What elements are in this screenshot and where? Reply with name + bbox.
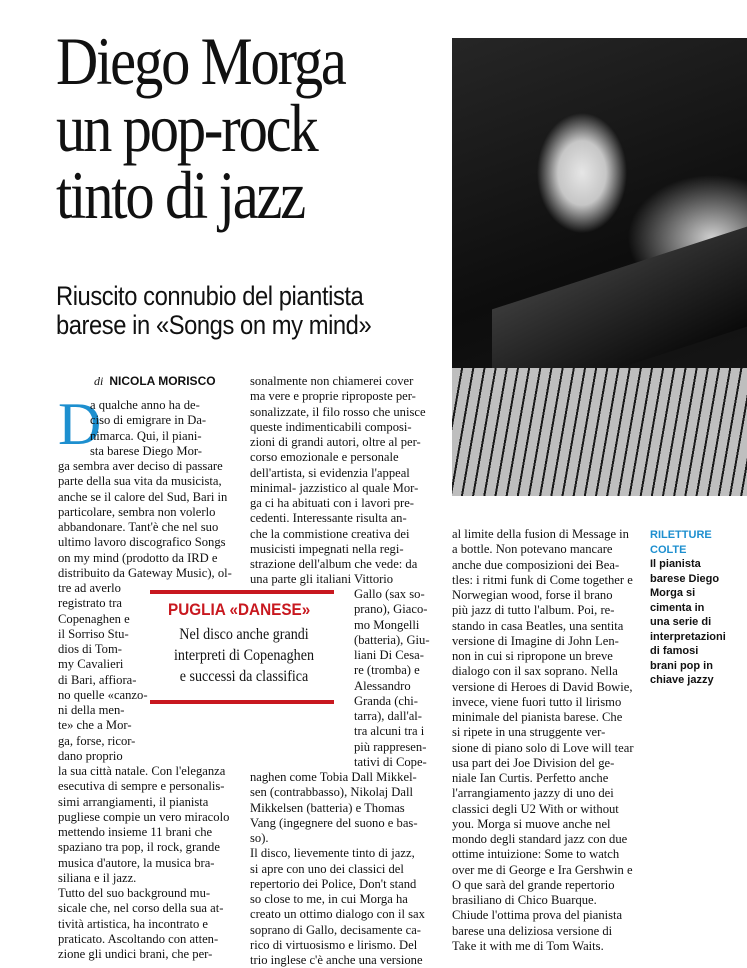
headline-line: Diego Morga [56,23,345,99]
text-line: di Bari, affiora- [58,672,137,687]
text-line: on my mind (prodotto da IRD e [58,550,218,565]
text-line: versione di Imagine di John Len- [452,633,619,648]
text-line: naghen come Tobia Dall Mikkel- [250,770,417,784]
text-line: ma vere e proprie riproposte per- [250,389,416,404]
article-column-2-top [250,374,436,588]
sidebar-text-line: brani pop in [650,659,713,672]
text-line: ultimo lavoro discografico Songs [58,535,226,550]
text-line: Il disco, lievemente tinto di jazz, [250,846,415,861]
text-line: musica d'autore, la musica bra- [58,855,215,870]
article-column-2-bottom [250,770,436,968]
text-line: invece, viene fuori tutto il lirismo [452,694,622,709]
sidebar-title-line: RILETTURE [650,529,712,541]
text-line: nimarca. Qui, il piani- [90,428,202,443]
text-line: te» che a Mor- [58,718,132,733]
text-line: stando in casa Beatles, una sentita [452,618,624,633]
text-line: ni della men- [58,703,125,717]
article-column-2-narrow [354,587,436,770]
subtitle-line: barese in «Songs on my mind» [56,310,372,340]
text-line: al limite della fusion di Message in [452,527,629,541]
text-line: trio inglese c'è anche una versione [250,953,423,967]
text-line: Tutto del suo background mu- [58,886,211,900]
text-line: siliana e il jazz. [58,870,137,885]
text-line: mettendo insieme 11 brani che [58,825,213,839]
pull-quote-line: Nel disco anche grandi [179,626,309,643]
text-line: classici degli U2 With or without [452,801,619,816]
text-line: più jazz di tutto l'album. Poi, re- [452,603,615,618]
text-line: sione di piano solo di Love will tear [452,740,634,755]
text-line: dell'artista, si evidenzia l'appeal [250,465,410,480]
text-line: soprano di Gallo, decisamente ca- [250,922,421,937]
text-line: mo Mongelli [354,617,420,632]
text-line: repertorio dei Police, Don't stand [250,876,417,891]
text-line: anche due composizioni dei Bea- [452,557,620,572]
text-line: sonalizzate, il filo rosso che unisce [250,404,426,419]
text-line: dano proprio [58,748,123,763]
text-line: esecutiva di sempre e personalis- [58,779,225,794]
text-line: niale Ian Curtis. Perfetto anche [452,771,609,785]
text-line: il Sorriso Stu- [58,626,129,641]
headline [56,23,383,233]
text-line: non in cui si ripropone un breve [452,649,613,663]
text-line: Norwegian wood, forse il brano [452,588,613,602]
text-line: ga ci ha abituati con i lavori pre- [250,496,415,510]
text-line: tles: i ritmi funk di Come together e [452,572,633,587]
text-line: prano), Giaco- [354,602,428,617]
text-line: ga sembra aver deciso di passare [58,459,223,473]
text-line: zione gli undici brani, che per- [58,947,213,961]
text-line: l'arrangiamento jazzy di uno dei [452,786,614,801]
text-line: registrato tra [58,596,122,611]
text-line: anche se il calore del Sud, Bari in [58,489,228,504]
text-line: strazione dell'album che vede: da [250,557,418,571]
text-line: sen (contrabbasso), Nikolaj Dall [250,785,413,800]
text-line: dialogo con il sax soprano. Nella [452,664,618,679]
sidebar-text-line: cimenta in [650,601,705,614]
text-line: tarra), dall'al- [354,709,422,723]
text-line: no quelle «canzo- [58,687,148,702]
sidebar-title-line: COLTE [650,543,687,556]
drop-cap: D [58,391,102,457]
text-line: sonalmente non chiamerei cover [250,374,414,388]
text-line: minimale del pianista barese. Che [452,710,623,724]
text-line: so close to me, in cui Morga ha [250,892,408,906]
text-line: praticato. Ascoltando con atten- [58,931,219,946]
sidebar-text-line: di famosi [650,645,699,657]
text-line: queste indimenticabili composi- [250,419,412,434]
byline-prefix: di [94,374,104,388]
text-line: creato un ottimo dialogo con il sax [250,907,425,922]
text-line: una parte gli italiani Vittorio [250,572,394,587]
text-line: tativi di Cope- [354,754,427,769]
text-line: minimal- jazzistico al quale Mor- [250,480,419,495]
text-line: liani Di Cesa- [354,648,424,662]
sidebar-text-line: Morga si [650,587,696,599]
text-line: abbandonare. Tant'è che nel suo [58,520,219,534]
text-line: Copenaghen e [58,611,130,626]
text-line: Alessandro [354,678,411,693]
text-line: che la commistione creativa dei [250,526,410,541]
headline-line: tinto di jazz [56,157,305,233]
sidebar-text-line: interpretazioni [650,630,726,643]
text-line: usa part dei Joe Division del ge- [452,755,615,770]
pull-quote-line: e successi da classifica [179,668,309,685]
text-line: so). [250,831,269,845]
sidebar-text [650,557,742,688]
sidebar-text-line: barese Diego [650,572,720,585]
sidebar-text-line: chiave jazzy [650,674,714,686]
text-line: Take it with me di Tom Waits. [452,938,604,953]
piano-keys [452,368,747,496]
text-line: sicale che, nel corso della sua at- [58,901,224,916]
text-line: re (tromba) e [354,663,420,678]
text-line: Granda (chi- [354,693,418,708]
pull-quote-title: PUGLIA «DANESE» [168,600,311,619]
text-line: tre ad averlo [58,581,121,595]
text-line: corso emozionale e personale [250,450,399,465]
text-line: ga, forse, ricor- [58,733,136,748]
text-line: dios di Tom- [58,642,122,656]
text-line: si ripete in una struggente ver- [452,725,606,740]
text-line: versione di Heroes di David Bowie, [452,679,633,694]
text-line: parte della sua vita da musicista, [58,474,222,489]
text-line: brasiliano di Chico Buarque. [452,893,597,907]
sidebar-box [650,528,742,688]
pianist-photo [452,38,747,496]
text-line: sta barese Diego Mor- [90,443,203,458]
text-line: zioni di grandi autori, oltre al per- [250,435,421,449]
pull-quote-text [156,624,332,687]
text-line: ottime intuizione: Some to watch [452,847,620,862]
text-line: a qualche anno ha de- [90,398,200,412]
text-line: ciso di emigrare in Da- [90,413,207,428]
pull-quote [150,590,334,704]
text-line: tività artistica, ha incontrato e [58,916,209,931]
text-line: Chiude l'ottima prova del pianista [452,908,623,923]
text-line: spaziano tra pop, il rock, grande [58,840,220,855]
text-line: a bottle. Non potevano mancare [452,542,613,557]
sidebar-title [650,528,742,557]
text-line: Mikkelsen (batteria) e Thomas [250,800,405,815]
article-column-3 [452,527,642,954]
subtitle-line: Riuscito connubio del piantista [56,281,364,311]
sidebar-text-line: Il pianista [650,558,701,570]
text-line: si apre con uno dei classici del [250,861,404,876]
text-line: Gallo (sax so- [354,587,425,601]
text-line: my Cavalieri [58,657,124,672]
byline-author: NICOLA MORISCO [109,374,216,388]
text-line: pugliese compie un vero miracolo [58,809,230,824]
text-line: Vang (ingegnere del suono e bas- [250,815,418,830]
text-line: più rappresen- [354,739,427,754]
pull-quote-line: interpreti di Copenaghen [174,647,314,664]
headline-line: un pop-rock [56,90,317,166]
text-line: la sua città natale. Con l'eleganza [58,764,226,778]
text-line: over me di George e Ira Gershwin e [452,862,633,877]
sidebar-text-line: una serie di [650,616,712,628]
text-line: O que sarà del grande repertorio [452,877,615,892]
text-line: barese una deliziosa versione di [452,923,613,938]
text-line: (batteria), Giu- [354,632,430,647]
text-line: distribuito da Gateway Music), ol- [58,565,232,580]
text-line: particolare, sembra non volerlo [58,504,216,519]
text-line: mondo degli standard jazz con due [452,832,628,846]
subtitle [56,282,426,340]
text-line: tra alcuni tra i [354,724,425,739]
text-line: cedenti. Interessante risulta an- [250,511,407,526]
text-line: musicisti impegnati nella regi- [250,541,404,556]
byline [94,374,216,389]
text-line: rico di virtuosismo e lirismo. Del [250,937,418,952]
text-line: simi arrangiamenti, il pianista [58,794,209,809]
text-line: you. Morga si muove anche nel [452,816,611,831]
